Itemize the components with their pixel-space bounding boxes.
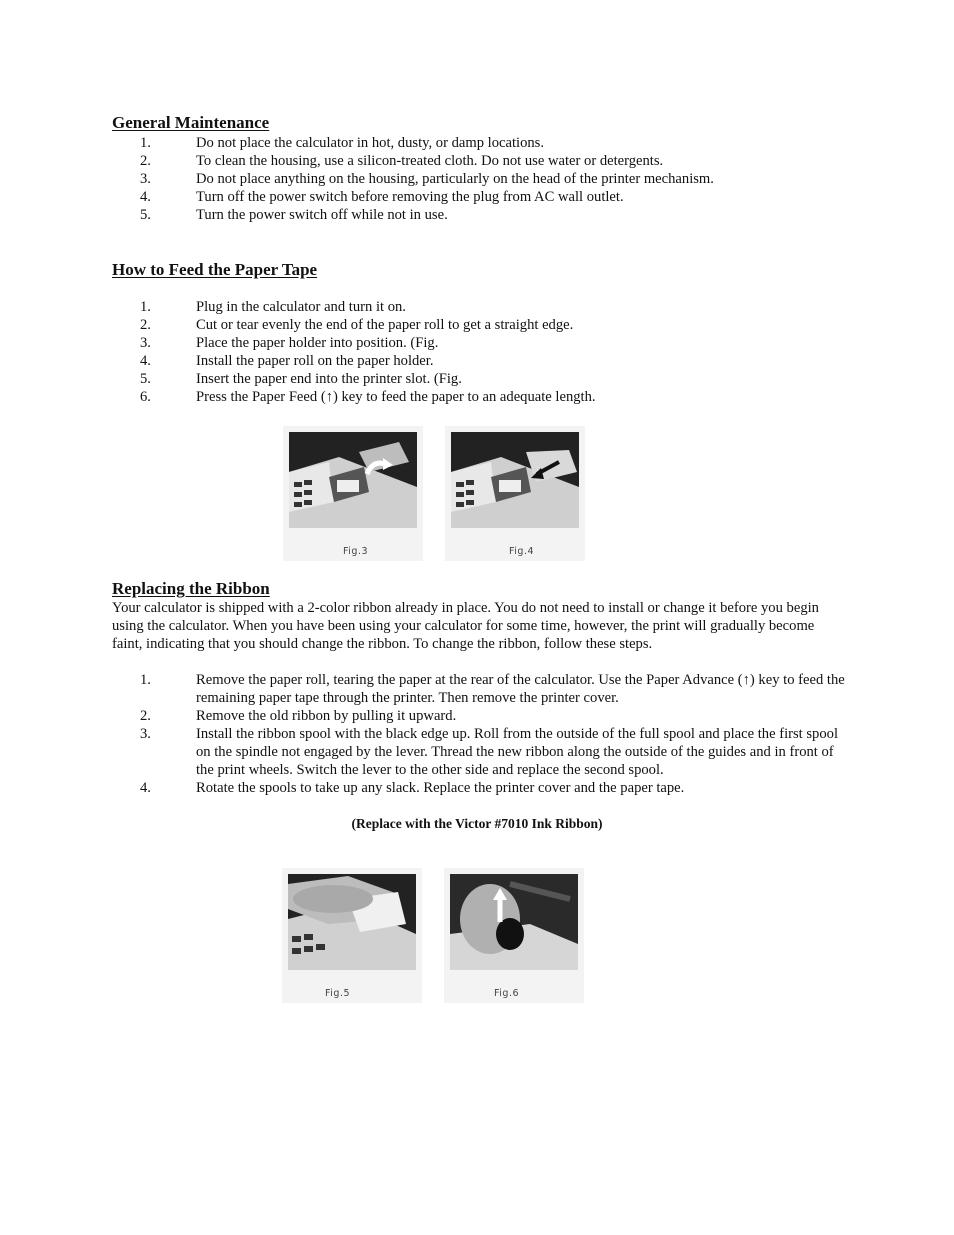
item-number: 3. (140, 171, 151, 187)
list-item (112, 334, 847, 352)
general-maintenance-heading: General Maintenance (112, 113, 270, 132)
item-text: Insert the paper end into the printer slot. (Fig. (196, 371, 462, 387)
list-item (112, 188, 847, 206)
fig6-photo (450, 874, 578, 970)
ribbon-replacement-note: (Replace with the Victor #7010 Ink Ribbon) (351, 816, 603, 831)
feed-paper-heading: How to Feed the Paper Tape (112, 260, 318, 279)
item-number: 2. (140, 153, 151, 169)
item-text: Do not place anything on the housing, particularly on the head of the printer mechanism. (196, 171, 714, 187)
item-text: Press the Paper Feed (↑) key to feed the paper to an adequate length. (196, 389, 596, 405)
item-text: Turn the power switch off while not in use. (196, 207, 448, 223)
item-number: 4. (140, 780, 151, 796)
item-number: 1. (140, 135, 151, 151)
item-text: Remove the paper roll, tearing the paper at the rear of the calculator. Use the Paper Advance (↑) key to feed the remaining paper tape through the printer. Then remove the printer cover. (196, 672, 845, 706)
list-item (112, 170, 847, 188)
item-number: 2. (140, 317, 151, 333)
item-text: Install the paper roll on the paper holder. (196, 353, 434, 369)
item-text: Plug in the calculator and turn it on. (196, 299, 406, 315)
feed-paper-list (112, 298, 847, 406)
hand-removing-paper-image (288, 874, 416, 970)
item-text: Install the ribbon spool with the black edge up. Roll from the outside of the full spool and place the first spool on the spindle not engaged by the lever. Thread the new ribbon along the outside of the guides and in front of the print wheels. Switch the lever to the other side and replace the second spool. (196, 726, 839, 778)
item-text: Cut or tear evenly the end of the paper roll to get a straight edge. (196, 317, 574, 333)
hand-removing-ribbon-image (450, 874, 578, 970)
figure-caption: Fig.6 (494, 988, 520, 999)
list-item (112, 779, 847, 797)
list-item (112, 298, 847, 316)
list-item (112, 388, 847, 406)
list-item (112, 707, 847, 725)
figure-caption: Fig.5 (325, 988, 351, 999)
list-item (112, 152, 847, 170)
item-number: 4. (140, 353, 151, 369)
general-maintenance-list (112, 134, 847, 224)
ribbon-intro-paragraph: Your calculator is shipped with a 2-color ribbon already in place. You do not need to install or change it before you begin using the calculator. When you have been using your calculator for some time, however, the print will gradually become faint, indicating that you should change the ribbon. To change the ribbon, follow these steps. (112, 600, 819, 652)
item-text: To clean the housing, use a silicon-treated cloth. Do not use water or detergents. (196, 153, 664, 169)
item-text: Rotate the spools to take up any slack. Replace the printer cover and the paper tape. (196, 780, 685, 796)
figure-caption: Fig.3 (343, 546, 369, 557)
figure-caption: Fig.4 (509, 546, 535, 557)
item-number: 5. (140, 371, 151, 387)
list-item (112, 316, 847, 334)
calculator-paper-slot-image (451, 432, 579, 528)
item-number: 2. (140, 708, 151, 724)
list-item (112, 671, 847, 707)
ribbon-steps-list (112, 671, 847, 797)
item-number: 3. (140, 726, 151, 742)
item-number: 1. (140, 299, 151, 315)
fig3-photo (289, 432, 417, 528)
item-text: Turn off the power switch before removing the plug from AC wall outlet. (196, 189, 624, 205)
item-text: Do not place the calculator in hot, dusty, or damp locations. (196, 135, 544, 151)
list-item (112, 370, 847, 388)
list-item (112, 206, 847, 224)
list-item (112, 725, 847, 779)
item-number: 1. (140, 672, 151, 688)
calculator-paper-holder-image (289, 432, 417, 528)
item-text: Remove the old ribbon by pulling it upward. (196, 708, 457, 724)
item-number: 6. (140, 389, 151, 405)
replacing-ribbon-heading: Replacing the Ribbon (112, 579, 270, 598)
item-number: 4. (140, 189, 151, 205)
list-item (112, 134, 847, 152)
fig4-photo (451, 432, 579, 528)
fig5-photo (288, 874, 416, 970)
item-number: 3. (140, 335, 151, 351)
item-number: 5. (140, 207, 151, 223)
list-item (112, 352, 847, 370)
item-text: Place the paper holder into position. (Fig. (196, 335, 439, 351)
